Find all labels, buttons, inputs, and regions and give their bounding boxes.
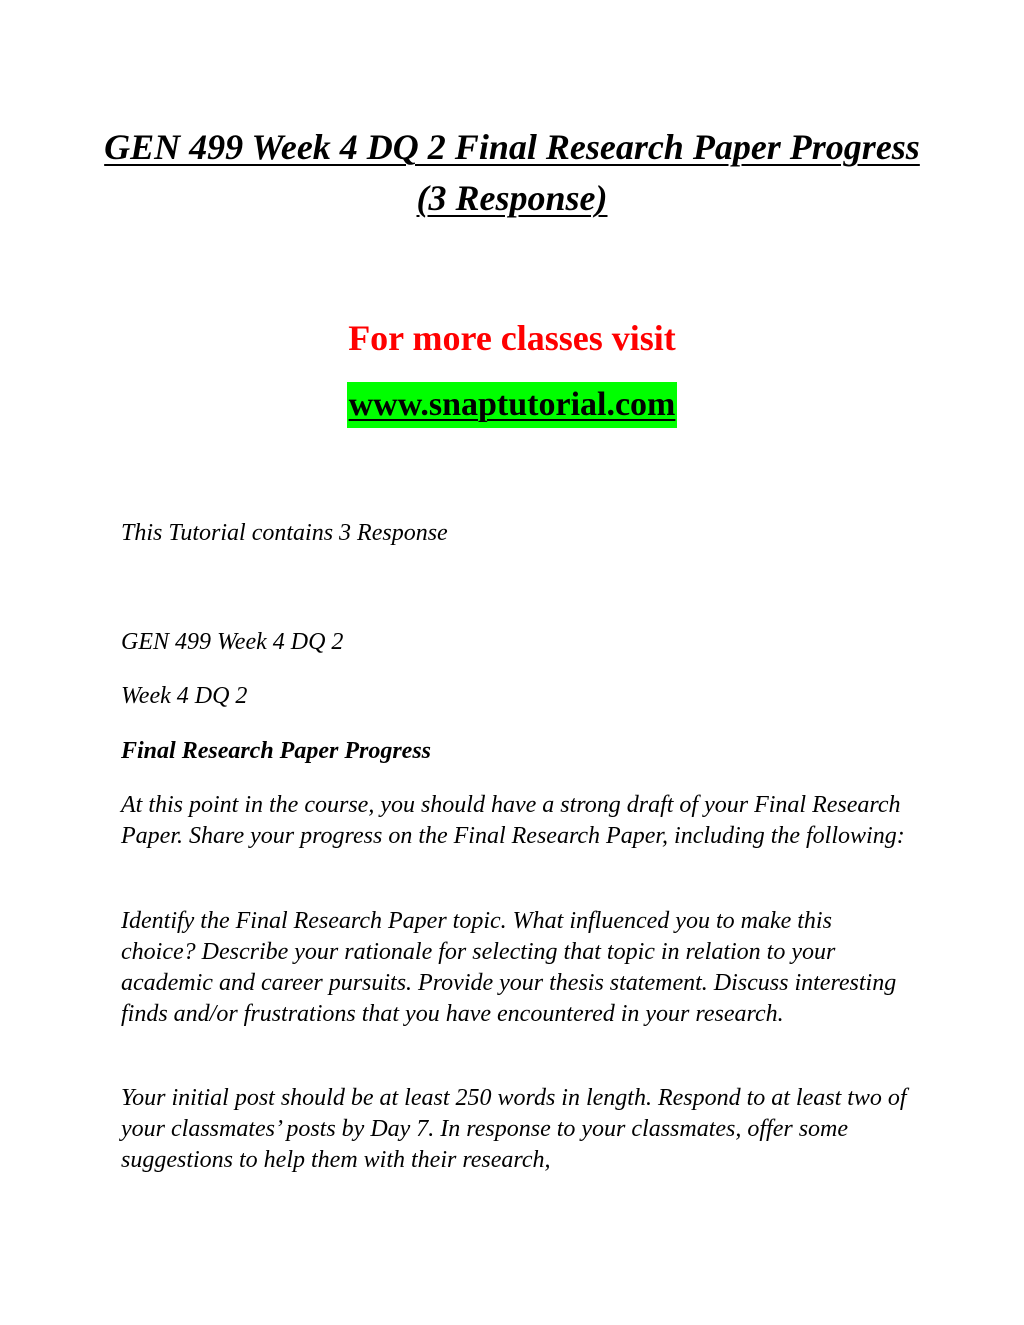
paragraph-3: Your initial post should be at least 250 words in length. Respond to at least two of your classmates’ posts by Day 7. In response to your classmates, offer some suggestions to help them with their research, [121,1085,907,1173]
paragraph-1: At this point in the course, you should have a strong draft of your Final Research Paper. Share your progress on the Final Research Paper, including the following: [121,792,905,849]
week-line: Week 4 DQ 2 [121,683,248,709]
document-title: GEN 499 Week 4 DQ 2 Final Research Paper Progress (3 Response) [104,127,920,218]
paragraph-2: Identify the Final Research Paper topic. What influenced you to make this choice? Describe your rationale for selecting that topic in relation to your academic and career pursuits. Provide your thesis statement. Discuss interesting finds and/or frustrations that you have encountered in your research. [121,908,897,1027]
website-link[interactable]: www.snaptutorial.com [347,382,678,428]
promo-text: For more classes visit [348,318,676,358]
section-heading: Final Research Paper Progress [121,738,432,764]
course-line: GEN 499 Week 4 DQ 2 [121,629,344,655]
contents-note: This Tutorial contains 3 Response [121,520,448,546]
website-link-container [0,382,1024,428]
